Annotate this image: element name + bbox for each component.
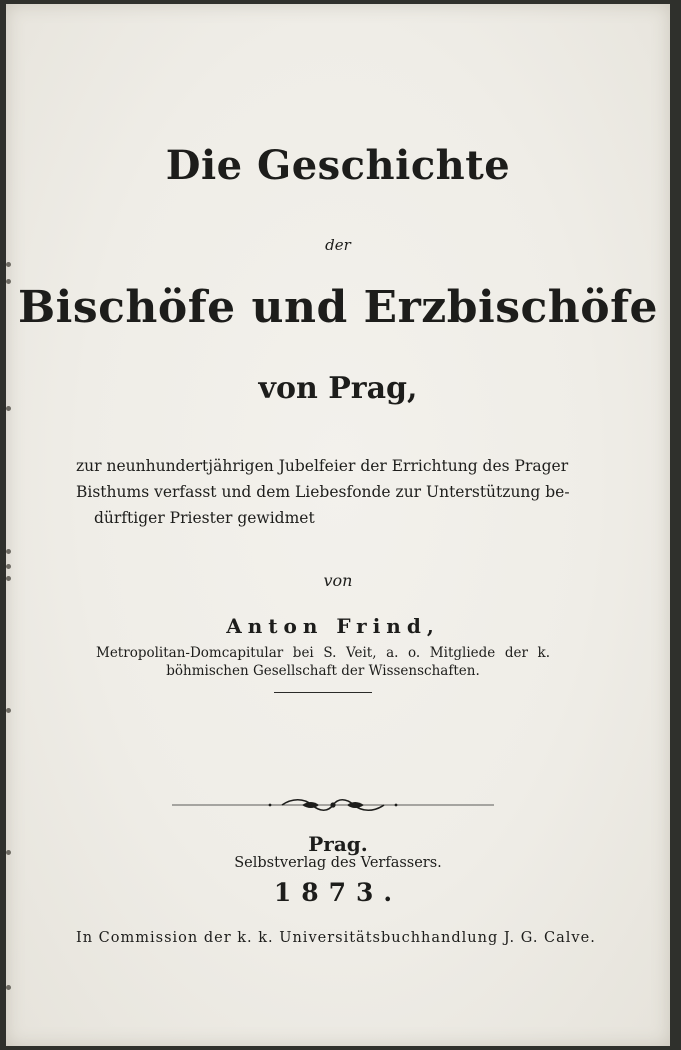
divider-rule [274,692,372,693]
imprint-commission: In Commission der k. k. Universitätsbuchhandlung J. G. Calve. [76,930,596,946]
imprint-year: 1873. [273,878,403,907]
title-line-3: von Prag, [258,371,418,406]
author-name: Anton Frind, [226,614,440,638]
imprint-city: Prag. [308,832,368,856]
title-line-1: Die Geschichte [165,142,511,189]
title-line-2: Bischöfe und Erzbischöfe [17,282,659,333]
subtitle-line-3: dürftiger Priester gewidmet [94,509,315,527]
author-description [96,644,550,680]
binding-hole [6,708,11,713]
subtitle-line-2: Bisthums verfasst und dem Liebesfonde zur Unterstützung be- [76,483,570,501]
binding-hole [6,564,11,569]
subtitle-line-1: zur neunhundertjährigen Jubelfeier der Errichtung des Prager [76,457,569,475]
subtitle-block [76,453,570,531]
ornamental-rule [172,796,494,814]
title-connector: der [325,236,351,254]
author-description-line-2: böhmischen Gesellschaft der Wissenschaften. [166,663,480,679]
title-page [6,4,670,1046]
binding-hole [6,406,11,411]
binding-hole [6,549,11,554]
imprint-publisher: Selbstverlag des Verfassers. [234,855,442,871]
binding-hole [6,985,11,990]
author-by: von [323,571,353,590]
binding-hole [6,262,11,267]
author-description-line-1: Metropolitan-Domcapitular bei S. Veit, a. o. Mitgliede der k. [96,645,550,661]
